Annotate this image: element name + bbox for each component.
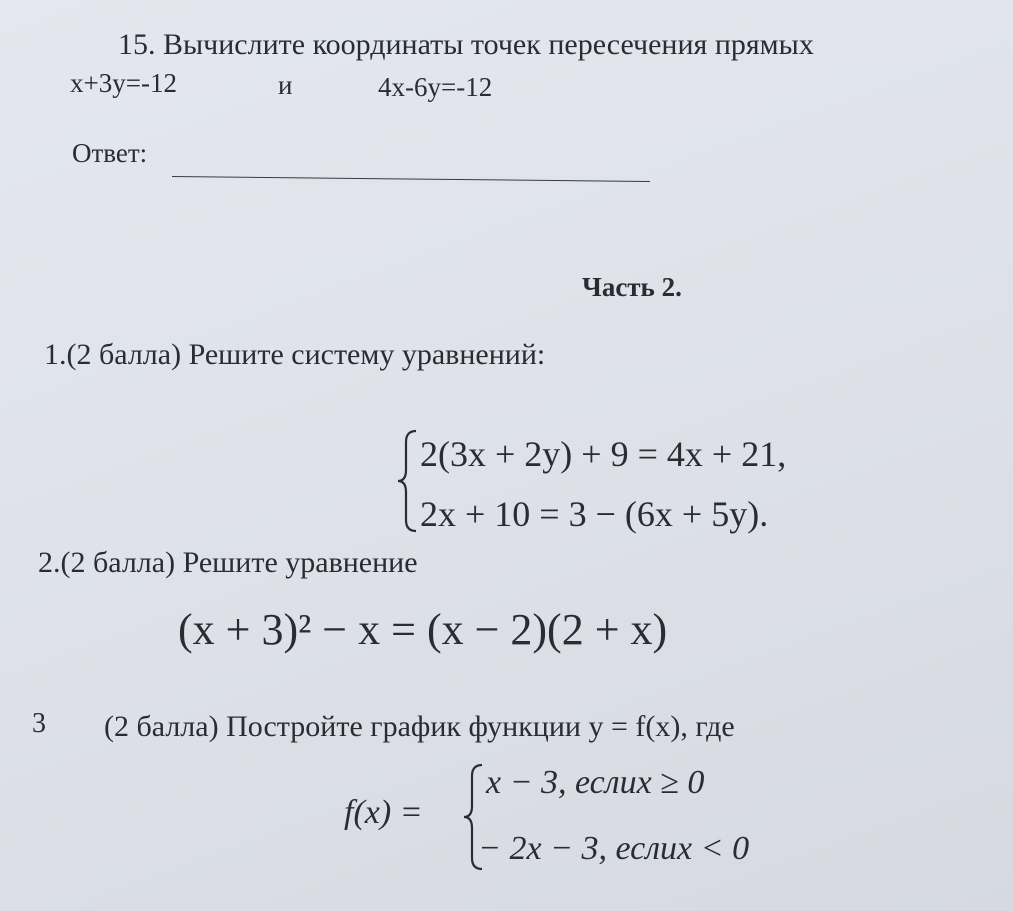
q1-system-line-2: 2x + 10 = 3 − (6x + 5y). (420, 494, 769, 534)
q3-number: 3 (32, 708, 46, 739)
part2-title: Часть 2. (582, 272, 682, 302)
q2-text: 2.(2 балла) Решите уравнение (38, 546, 418, 579)
task15-conjunction: и (278, 70, 293, 100)
q3-case-2: − 2x − 3, еслих < 0 (478, 830, 750, 867)
q3-text: (2 балла) Постройте график функции y = f(x), где (104, 710, 735, 743)
q3-function-label: f(x) = (344, 794, 423, 831)
task15-equation-1: x+3y=-12 (70, 68, 177, 98)
task15-equation-2: 4x-6y=-12 (378, 72, 493, 102)
q2-equation: (x + 3)² − x = (x − 2)(2 + x) (178, 605, 668, 654)
q1-system-line-1: 2(3x + 2y) + 9 = 4x + 21, (420, 434, 787, 474)
answer-label: Ответ: (72, 138, 148, 168)
q3-case-1: x − 3, еслих ≥ 0 (486, 764, 705, 801)
answer-blank-line[interactable] (172, 176, 650, 182)
q1-text: 1.(2 балла) Решите систему уравнений: (44, 338, 546, 371)
q1-left-brace (396, 428, 418, 534)
task15-heading: 15. Вычислите координаты точек пересечения прямых (118, 28, 814, 61)
